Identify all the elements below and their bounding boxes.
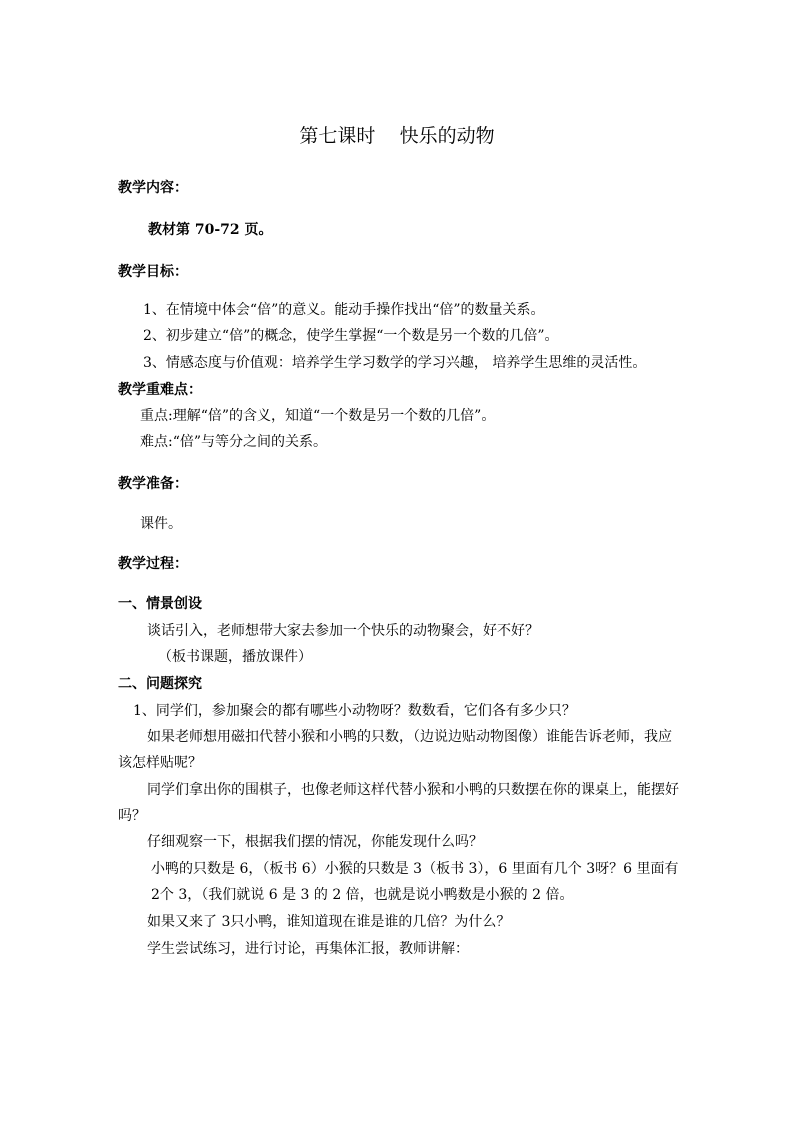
process-line: 小鸭的只数是 6，（板书 6）小猴的只数是 3（板书 3），6 里面有几个 3呀？6 里面有	[151, 861, 679, 877]
process-line: 吗？	[118, 808, 146, 824]
page-title: 第七课时 快乐的动物	[299, 125, 495, 147]
process-line: 谈话引入，老师想带大家去参加一个快乐的动物聚会，好不好？	[147, 623, 539, 639]
goal-item: 3、情感态度与价值观：培养学生学习数学的学习兴趣， 培养学生思维的灵活性。	[143, 355, 647, 371]
process-line: 1、同学们，参加聚会的都有哪些小动物呀？数数看，它们各有多少只？	[133, 703, 576, 719]
subsection-heading-inquiry: 二、问题探究	[118, 676, 202, 692]
section-heading-keypoints: 教学重难点：	[118, 382, 202, 398]
preparation-text: 课件。	[140, 516, 182, 532]
section-heading-preparation: 教学准备：	[118, 476, 188, 492]
keypoint-focus: 重点:理解“倍”的含义，知道“一个数是另一个数的几倍”。	[140, 408, 496, 424]
goal-item: 1、在情境中体会“倍”的意义。能动手操作找出“倍”的数量关系。	[143, 302, 545, 318]
goal-item: 2、初步建立“倍”的概念，使学生掌握“一个数是另一个数的几倍”。	[143, 328, 559, 344]
process-line: 同学们拿出你的围棋子，也像老师这样代替小猴和小鸭的只数摆在你的课桌上，能摆好	[147, 782, 679, 798]
process-line: 如果老师想用磁扣代替小猴和小鸭的只数，（边说边贴动物图像）谁能告诉老师，我应	[147, 729, 672, 745]
content-text: 教材第 70-72 页。	[148, 222, 273, 238]
section-heading-content: 教学内容：	[118, 180, 188, 196]
section-heading-process: 教学过程：	[118, 556, 188, 572]
process-line: 仔细观察一下，根据我们摆的情况，你能发现什么吗？	[147, 834, 483, 850]
process-line: 如果又来了 3只小鸭，谁知道现在谁是谁的几倍？为什么？	[147, 914, 511, 930]
process-line: （板书课题，播放课件）	[158, 649, 312, 665]
subsection-heading-scenario: 一、情景创设	[118, 596, 202, 612]
keypoint-difficulty: 难点:“倍”与等分之间的关系。	[140, 434, 328, 450]
process-line: 该怎样贴呢？	[118, 755, 202, 771]
process-line: 2个 3，（我们就说 6 是 3 的 2 倍，也就是说小鸭数是小猴的 2 倍。	[151, 887, 574, 903]
process-line: 学生尝试练习，进行讨论，再集体汇报，教师讲解：	[147, 941, 469, 957]
section-heading-goals: 教学目标：	[118, 264, 188, 280]
